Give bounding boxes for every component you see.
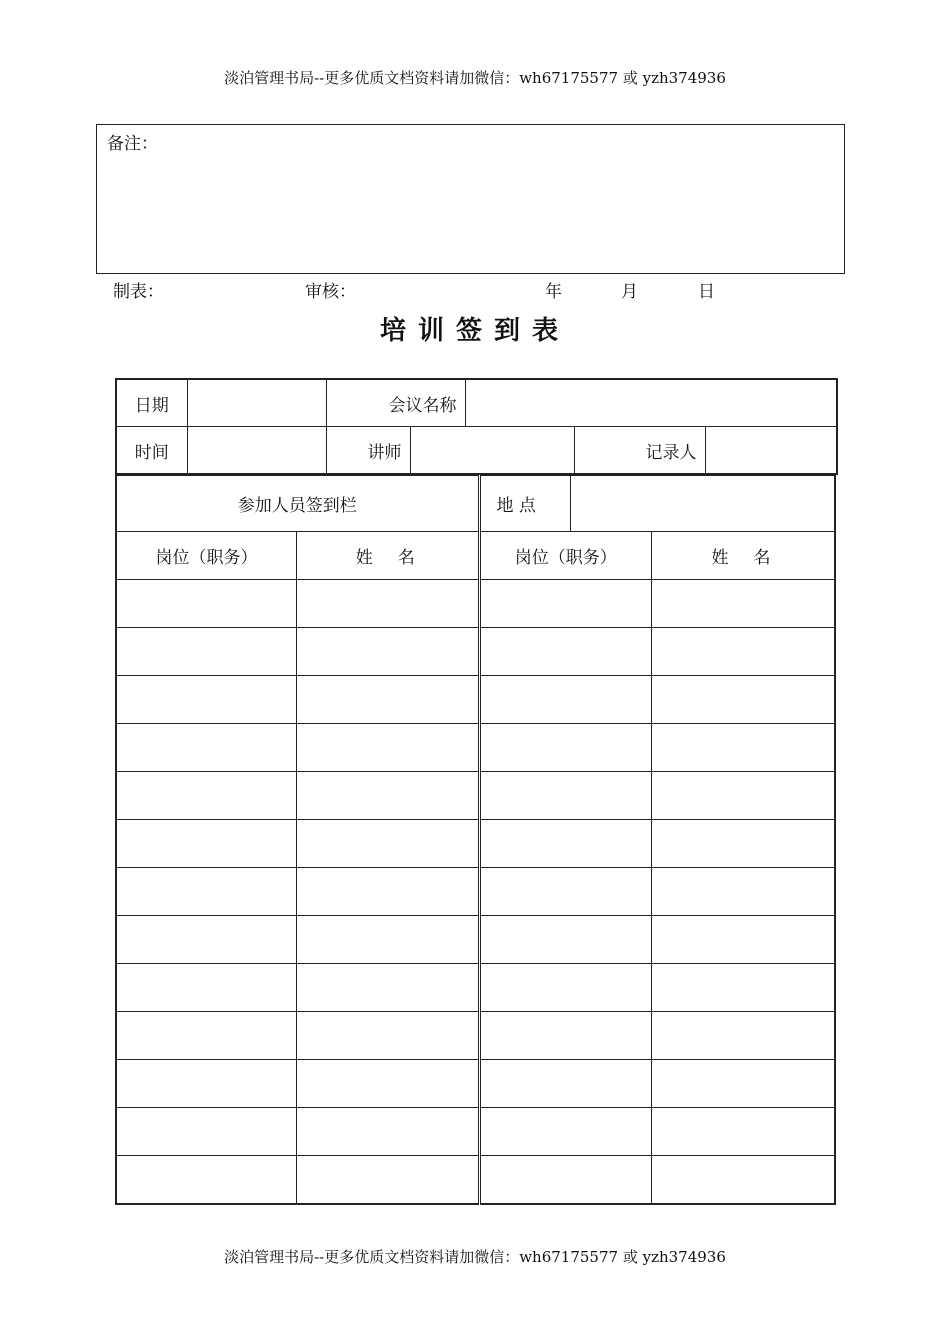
time-field[interactable] [187,427,326,475]
position-cell-left[interactable] [116,1108,297,1156]
signin-section-row [116,475,835,532]
name-cell-left[interactable] [297,868,480,916]
reviewer-label: 审核： [305,282,356,302]
name-cell-left[interactable] [297,772,480,820]
signin-section-label: 参加人员签到栏 [116,475,479,532]
name-cell-left[interactable] [297,1156,480,1205]
name-cell-left[interactable] [297,724,480,772]
position-cell-left[interactable] [116,1012,297,1060]
name-cell-right[interactable] [651,772,835,820]
name-cell-left[interactable] [297,964,480,1012]
signin-row [116,772,835,820]
position-cell-left[interactable] [116,676,297,724]
name-header-right: 姓 名 [651,532,835,580]
name-cell-right[interactable] [651,964,835,1012]
position-header-right: 岗位（职务） [479,532,651,580]
position-cell-left[interactable] [116,1156,297,1205]
location-field[interactable] [570,475,835,532]
name-cell-right[interactable] [651,628,835,676]
remarks-label: 备注： [107,134,158,154]
signin-row [116,724,835,772]
name-cell-right[interactable] [651,820,835,868]
name-cell-right[interactable] [651,676,835,724]
position-cell-right[interactable] [479,1108,651,1156]
info-row-date [116,379,837,427]
name-cell-right[interactable] [651,916,835,964]
day-label: 日 [698,282,715,302]
position-cell-right[interactable] [479,964,651,1012]
position-cell-right[interactable] [479,1156,651,1205]
page-header: 淡泊管理书局--更多优质文档资料请加微信：wh67175577 或 yzh374936 [224,69,726,87]
signin-rows [116,580,835,1205]
signin-row [116,1156,835,1205]
name-cell-left[interactable] [297,580,480,628]
location-label: 地 点 [479,475,570,532]
signin-row [116,676,835,724]
remarks-box[interactable] [96,124,845,274]
position-cell-right[interactable] [479,1060,651,1108]
maker-label: 制表： [113,282,164,302]
position-cell-left[interactable] [116,1060,297,1108]
position-cell-right[interactable] [479,1012,651,1060]
name-cell-left[interactable] [297,820,480,868]
name-cell-left[interactable] [297,676,480,724]
signin-row [116,1108,835,1156]
position-cell-left[interactable] [116,772,297,820]
page-title: 培训签到表 [379,316,570,346]
position-cell-right[interactable] [479,676,651,724]
name-cell-right[interactable] [651,1108,835,1156]
name-cell-left[interactable] [297,916,480,964]
name-cell-right[interactable] [651,1012,835,1060]
position-cell-left[interactable] [116,964,297,1012]
signin-row [116,1060,835,1108]
lecturer-label: 讲师 [326,427,410,475]
time-label: 时间 [116,427,187,475]
name-cell-right[interactable] [651,724,835,772]
name-cell-left[interactable] [297,1108,480,1156]
meeting-name-field[interactable] [465,379,837,427]
signin-row [116,820,835,868]
position-cell-right[interactable] [479,628,651,676]
info-row-time [116,427,837,475]
name-header-left: 姓 名 [297,532,480,580]
signin-row [116,964,835,1012]
date-field[interactable] [187,379,326,427]
name-cell-left[interactable] [297,628,480,676]
name-cell-right[interactable] [651,1156,835,1205]
recorder-label: 记录人 [574,427,705,475]
name-cell-right[interactable] [651,868,835,916]
position-cell-right[interactable] [479,724,651,772]
signin-row [116,580,835,628]
meeting-name-label: 会议名称 [326,379,465,427]
info-table [115,378,838,475]
signin-row [116,1012,835,1060]
position-cell-left[interactable] [116,868,297,916]
position-cell-left[interactable] [116,580,297,628]
year-label: 年 [545,282,562,302]
page-footer: 淡泊管理书局--更多优质文档资料请加微信：wh67175577 或 yzh374936 [224,1248,726,1266]
position-cell-right[interactable] [479,868,651,916]
month-label: 月 [621,282,638,302]
position-cell-right[interactable] [479,916,651,964]
name-cell-right[interactable] [651,1060,835,1108]
lecturer-field[interactable] [410,427,574,475]
position-cell-right[interactable] [479,772,651,820]
date-label: 日期 [116,379,187,427]
position-cell-left[interactable] [116,820,297,868]
name-cell-left[interactable] [297,1012,480,1060]
position-header-left: 岗位（职务） [116,532,297,580]
signin-table [115,474,836,1205]
position-cell-left[interactable] [116,628,297,676]
position-cell-right[interactable] [479,820,651,868]
signin-row [116,916,835,964]
name-cell-left[interactable] [297,1060,480,1108]
position-cell-right[interactable] [479,580,651,628]
position-cell-left[interactable] [116,724,297,772]
signin-header-row [116,532,835,580]
position-cell-left[interactable] [116,916,297,964]
signin-row [116,628,835,676]
name-cell-right[interactable] [651,580,835,628]
signin-row [116,868,835,916]
recorder-field[interactable] [705,427,837,475]
